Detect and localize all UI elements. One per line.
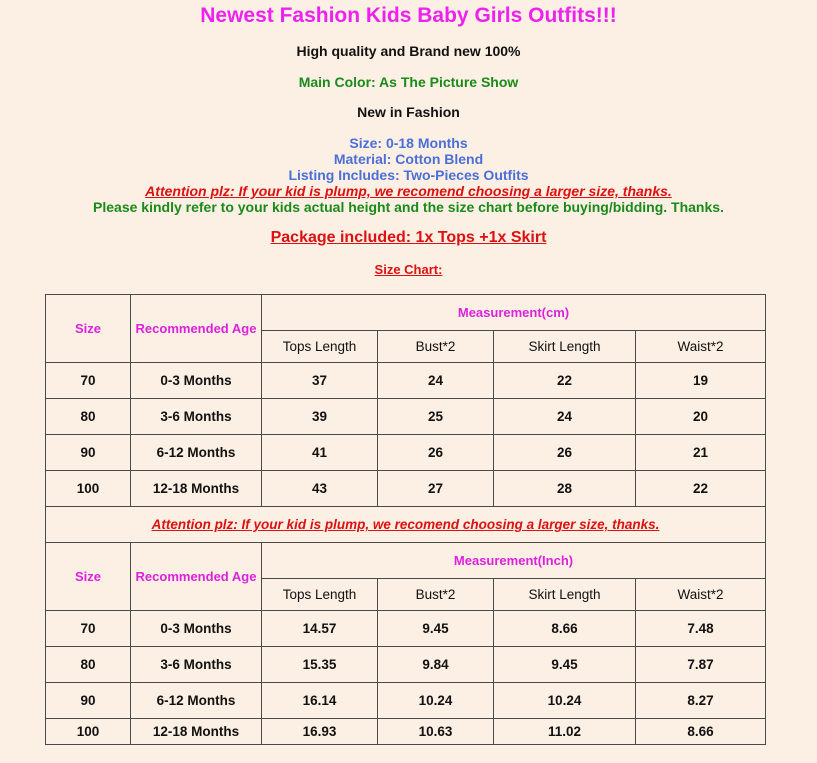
table-cell: 70 [46,363,131,399]
table-cell: 10.24 [378,683,494,719]
table-cell: 90 [46,683,131,719]
table-cell: 100 [46,719,131,745]
listing-text: Listing Includes: Two-Pieces Outfits [288,167,529,183]
table-cell: 21 [636,435,766,471]
table-cell: 7.48 [636,611,766,647]
table-cell: 8.66 [494,611,636,647]
table-row [46,363,766,399]
quality-text: High quality and Brand new 100% [296,43,521,59]
table-row [46,435,766,471]
table-cell: 90 [46,435,131,471]
cm-col-header: Tops Length [262,331,378,363]
table-cell: 6-12 Months [131,683,262,719]
table-cell: 22 [636,471,766,507]
cm-age-header: Recommended Age [131,295,262,363]
cm-measurement-header: Measurement(cm) [262,295,766,331]
table-row [46,719,766,745]
inch-size-header: Size [46,543,131,611]
table-cell: 39 [262,399,378,435]
table-cell: 20 [636,399,766,435]
table-cell: 3-6 Months [131,399,262,435]
table-attention-note: Attention plz: If your kid is plump, we recomend choosing a larger size, thanks. [46,507,766,543]
table-cell: 43 [262,471,378,507]
table-cell: 24 [378,363,494,399]
table-cell: 27 [378,471,494,507]
table-cell: 26 [494,435,636,471]
table-cell: 15.35 [262,647,378,683]
inch-col-header: Waist*2 [636,579,766,611]
table-cell: 7.87 [636,647,766,683]
inch-col-header: Bust*2 [378,579,494,611]
package-text: Package included: 1x Tops +1x Skirt [270,229,547,246]
size-chart-table [45,294,766,745]
main-color-text: Main Color: As The Picture Show [298,74,519,90]
refer-text: Please kindly refer to your kids actual height and the size chart before buying/bidding. Thanks. [93,199,724,215]
table-cell: 6-12 Months [131,435,262,471]
cm-col-header: Waist*2 [636,331,766,363]
inch-col-header: Tops Length [262,579,378,611]
table-cell: 80 [46,399,131,435]
attention-text: Attention plz: If your kid is plump, we recomend choosing a larger size, thanks. [145,183,672,199]
inch-col-header: Skirt Length [494,579,636,611]
page-title: Newest Fashion Kids Baby Girls Outfits!!! [200,4,617,27]
table-cell: 0-3 Months [131,363,262,399]
table-cell: 25 [378,399,494,435]
table-cell: 3-6 Months [131,647,262,683]
table-cell: 70 [46,611,131,647]
table-row [46,471,766,507]
table-cell: 11.02 [494,719,636,745]
table-cell: 10.63 [378,719,494,745]
new-in-text: New in Fashion [357,104,460,120]
size-text: Size: 0-18 Months [349,135,468,151]
table-row [46,611,766,647]
table-cell: 9.84 [378,647,494,683]
table-cell: 10.24 [494,683,636,719]
table-cell: 28 [494,471,636,507]
cm-col-header: Bust*2 [378,331,494,363]
table-cell: 22 [494,363,636,399]
table-row [46,683,766,719]
table-cell: 14.57 [262,611,378,647]
table-row [46,399,766,435]
table-cell: 24 [494,399,636,435]
material-text: Material: Cotton Blend [333,151,484,167]
table-cell: 80 [46,647,131,683]
table-cell: 100 [46,471,131,507]
table-cell: 16.14 [262,683,378,719]
table-cell: 0-3 Months [131,611,262,647]
cm-size-header: Size [46,295,131,363]
table-cell: 16.93 [262,719,378,745]
table-cell: 12-18 Months [131,471,262,507]
table-cell: 12-18 Months [131,719,262,745]
inch-measurement-header: Measurement(Inch) [262,543,766,579]
table-cell: 19 [636,363,766,399]
table-cell: 9.45 [378,611,494,647]
table-cell: 9.45 [494,647,636,683]
table-row [46,647,766,683]
cm-col-header: Skirt Length [494,331,636,363]
size-chart-label: Size Chart: [374,262,443,277]
table-cell: 8.66 [636,719,766,745]
table-cell: 41 [262,435,378,471]
table-cell: 37 [262,363,378,399]
table-cell: 8.27 [636,683,766,719]
table-cell: 26 [378,435,494,471]
inch-age-header: Recommended Age [131,543,262,611]
